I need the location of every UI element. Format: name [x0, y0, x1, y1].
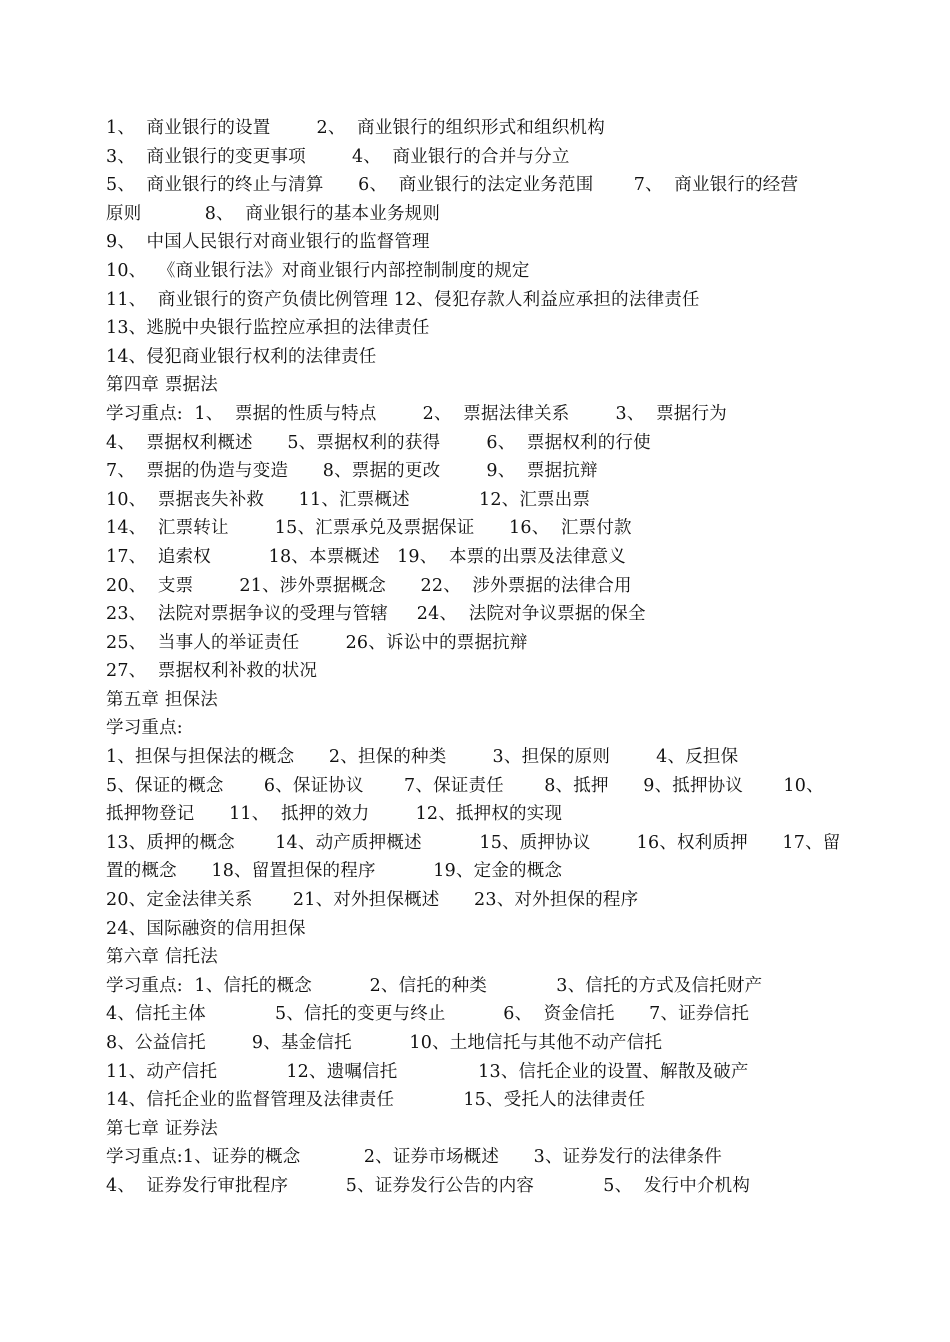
text-line: 20、定金法律关系 21、对外担保概述 23、对外担保的程序: [106, 890, 639, 911]
chapter-heading: 第六章 信托法: [106, 947, 218, 968]
text-line: 5、 商业银行的终止与清算 6、 商业银行的法定业务范围 7、 商业银行的经营: [106, 175, 799, 196]
text-line: 3、 商业银行的变更事项 4、 商业银行的合并与分立: [106, 146, 570, 167]
text-line: 14、侵犯商业银行权利的法律责任: [106, 346, 377, 367]
text-line: 14、 汇票转让 15、汇票承兑及票据保证 16、 汇票付款: [106, 518, 632, 539]
text-line: 9、 中国人民银行对商业银行的监督管理: [106, 232, 430, 253]
text-line: 4、信托主体 5、信托的变更与终止 6、 资金信托 7、证券信托: [106, 1004, 750, 1025]
text-line: 原则 8、 商业银行的基本业务规则: [106, 203, 441, 224]
text-line: 4、 证券发行审批程序 5、证券发行公告的内容 5、 发行中介机构: [106, 1175, 751, 1196]
text-line: 17、 追索权 18、本票概述 19、 本票的出票及法律意义: [106, 546, 626, 567]
text-line: 10、 票据丧失补救 11、汇票概述 12、汇票出票: [106, 489, 591, 510]
text-line: 抵押物登记 11、 抵押的效力 12、抵押权的实现: [106, 804, 563, 825]
text-line: 13、质押的概念 14、动产质押概述 15、质押协议 16、权利质押 17、留: [106, 832, 841, 853]
text-line: 14、信托企业的监督管理及法律责任 15、受托人的法律责任: [106, 1090, 646, 1111]
text-line: 10、 《商业银行法》对商业银行内部控制制度的规定: [106, 260, 530, 281]
text-line: 学习重点:1、证券的概念 2、证券市场概述 3、证券发行的法律条件: [106, 1147, 722, 1168]
chapter-heading: 第四章 票据法: [106, 375, 218, 396]
text-line: 1、担保与担保法的概念 2、担保的种类 3、担保的原则 4、反担保: [106, 747, 739, 768]
text-line: 23、 法院对票据争议的受理与管辖 24、 法院对争议票据的保全: [106, 604, 646, 625]
text-line: 1、 商业银行的设置 2、 商业银行的组织形式和组织机构: [106, 118, 605, 138]
text-line: 20、 支票 21、涉外票据概念 22、 涉外票据的法律合用: [106, 575, 632, 596]
text-line: 25、 当事人的举证责任 26、诉讼中的票据抗辩: [106, 632, 528, 653]
text-line: 学习重点: 1、信托的概念 2、信托的种类 3、信托的方式及信托财产: [106, 975, 763, 996]
text-line: 4、 票据权利概述 5、票据权利的获得 6、 票据权利的行使: [106, 432, 651, 453]
chapter-heading: 第五章 担保法: [106, 689, 218, 710]
text-line: 7、 票据的伪造与变造 8、票据的更改 9、 票据抗辩: [106, 461, 598, 482]
text-line: 13、逃脱中央银行监控应承担的法律责任: [106, 318, 430, 339]
text-line: 置的概念 18、留置担保的程序 19、定金的概念: [106, 861, 563, 882]
text-line: 11、 商业银行的资产负债比例管理 12、侵犯存款人利益应承担的法律责任: [106, 289, 700, 310]
document-body: [106, 114, 846, 1201]
text-line: 学习重点: 1、 票据的性质与特点 2、 票据法律关系 3、 票据行为: [106, 403, 727, 424]
chapter-heading: 第七章 证券法: [106, 1118, 218, 1139]
text-line: 学习重点:: [106, 718, 183, 739]
text-line: 8、公益信托 9、基金信托 10、土地信托与其他不动产信托: [106, 1033, 663, 1053]
text-line: 27、 票据权利补救的状况: [106, 661, 318, 682]
text-line: 5、保证的概念 6、保证协议 7、保证责任 8、抵押 9、抵押协议 10、: [106, 775, 824, 796]
text-line: 11、动产信托 12、遗嘱信托 13、信托企业的设置、解散及破产: [106, 1061, 749, 1082]
text-line: 24、国际融资的信用担保: [106, 918, 306, 939]
